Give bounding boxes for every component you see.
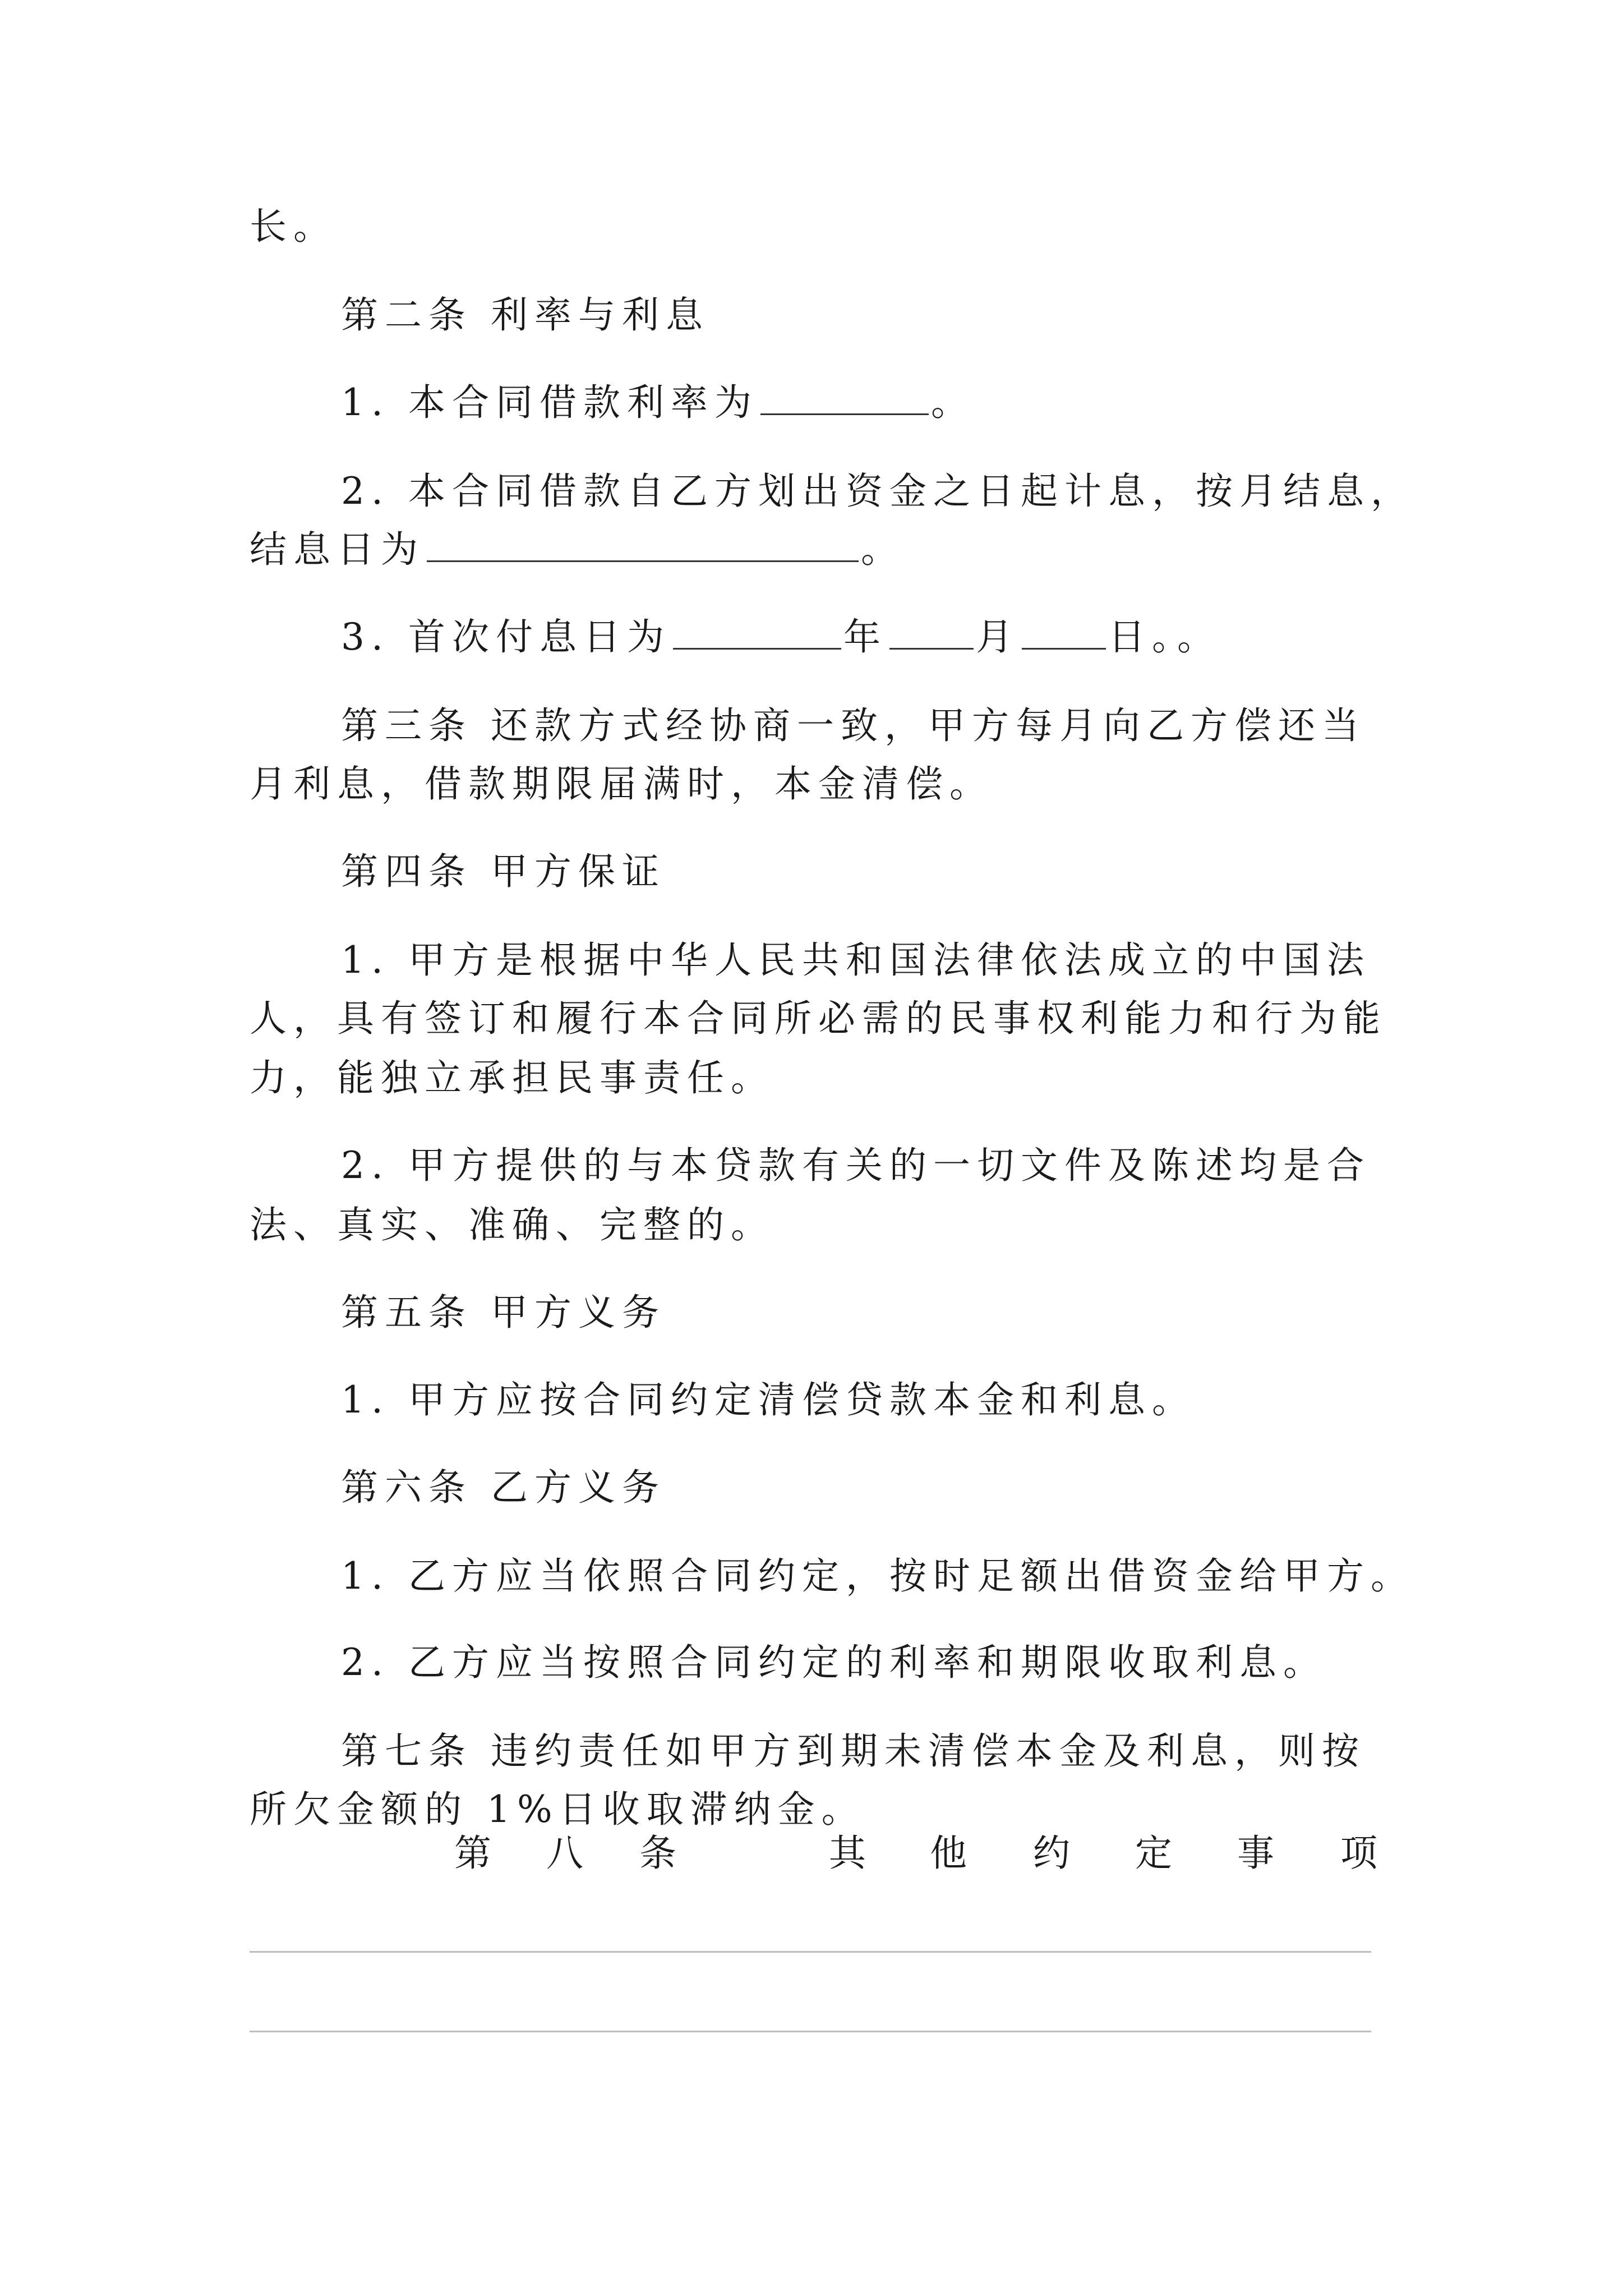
month-blank xyxy=(889,615,974,650)
interest-date-blank xyxy=(427,528,859,562)
text-line: 人，具有签订和履行本合同所必需的民事权利能力和行为能 xyxy=(250,997,1387,1040)
text-line: 长。 xyxy=(250,205,337,248)
section-heading-article-3: 第三条 还款方式经协商一致，甲方每月向乙方偿还当 xyxy=(341,704,1366,747)
section-heading-article-5: 第五条 甲方义务 xyxy=(341,1291,666,1334)
article-8-char: 第 xyxy=(454,1832,491,1875)
section-heading-article-2: 第二条 利率与利息 xyxy=(341,293,709,337)
section-heading-article-6: 第六条 乙方义务 xyxy=(341,1466,666,1509)
text-line: 2. 乙方应当按照合同约定的利率和期限收取利息。 xyxy=(341,1641,1327,1684)
article-8-char: 他 xyxy=(930,1832,967,1875)
fill-in-line xyxy=(250,1951,1371,1953)
article-8-char: 约 xyxy=(1033,1832,1070,1875)
fill-in-line xyxy=(250,2031,1371,2032)
text-line: 法、真实、准确、完整的。 xyxy=(250,1203,774,1246)
article-8-char: 事 xyxy=(1237,1832,1274,1875)
text-line: 1. 本合同借款利率为 。 xyxy=(341,381,975,424)
text-line: 1. 甲方应按合同约定清偿贷款本金和利息。 xyxy=(341,1378,1196,1421)
interest-rate-blank xyxy=(760,381,929,415)
text-line: 1. 乙方应当依照合同约定，按时足额出借资金给甲方。 xyxy=(341,1554,1414,1598)
article-8-char: 项 xyxy=(1340,1832,1377,1875)
text-line: 力，能独立承担民事责任。 xyxy=(250,1056,774,1099)
article-8-char: 其 xyxy=(829,1832,866,1875)
article-8-char: 条 xyxy=(639,1832,676,1875)
text-line: 2. 甲方提供的与本贷款有关的一切文件及陈述均是合 xyxy=(341,1144,1371,1187)
text-line: 3. 首次付息日为 年 月 日。。 xyxy=(341,615,1221,659)
text-line: 2. 本合同借款自乙方划出资金之日起计息，按月结息， xyxy=(341,470,1414,513)
text-line: 1. 甲方是根据中华人民共和国法律依法成立的中国法 xyxy=(341,938,1371,982)
section-heading-article-7: 第七条 违约责任如甲方到期未清偿本金及利息，则按 xyxy=(341,1729,1366,1773)
text-line: 结息日为 。 xyxy=(250,528,905,571)
text-line: 月利息，借款期限届满时，本金清偿。 xyxy=(250,762,993,806)
article-8-char: 八 xyxy=(546,1832,583,1875)
text-line: 所欠金额的 1%日收取滞纳金。 xyxy=(250,1788,865,1831)
section-heading-article-4: 第四条 甲方保证 xyxy=(341,850,666,893)
article-8-char: 定 xyxy=(1135,1832,1172,1875)
day-blank xyxy=(1022,615,1106,650)
year-blank xyxy=(673,615,841,650)
